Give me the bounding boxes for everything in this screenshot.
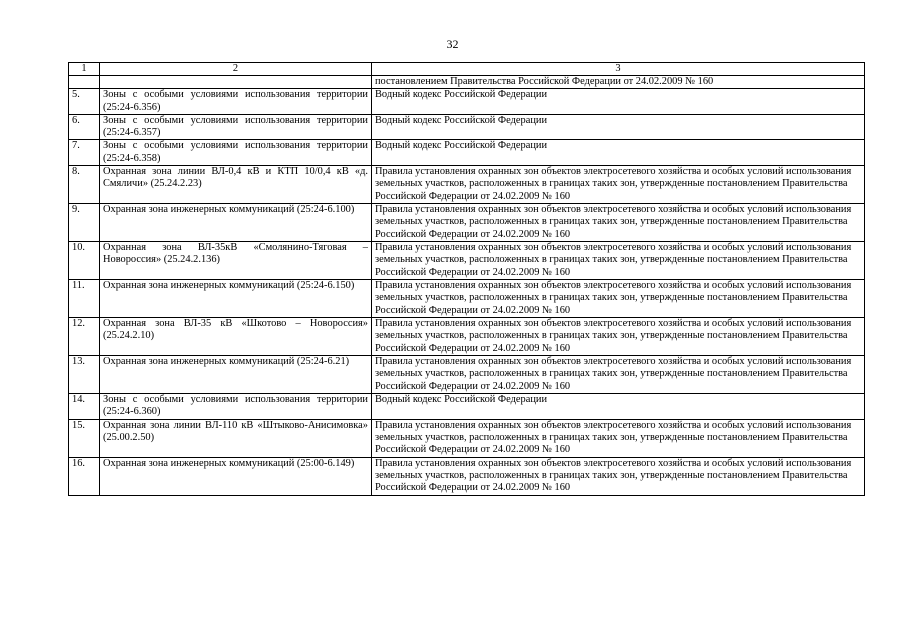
row-number: 16.: [69, 457, 100, 495]
column-header-number: 1: [69, 63, 100, 76]
table-row: [69, 419, 865, 457]
table-row: [69, 280, 865, 318]
zone-name: Зоны с особыми условиями использования территории (25:24-6.357): [100, 114, 372, 140]
table-row-continuation: [69, 76, 865, 89]
regulation-reference: Правила установления охранных зон объектов электросетевого хозяйства и особых условий использования земельных участков, расположенных в границах таких зон, утвержденные постановлением Правительства Российской Федерации от 24.02.2009 № 160: [372, 457, 865, 495]
page-number: 32: [446, 37, 459, 51]
table-row: [69, 242, 865, 280]
table-row: [69, 89, 865, 115]
zone-name: Охранная зона линии ВЛ-0,4 кВ и КТП 10/0,4 кВ «д. Смяличи» (25.24.2.23): [100, 166, 372, 204]
row-number: 5.: [69, 89, 100, 115]
zone-name: Охранная зона инженерных коммуникаций (25:24-6.100): [100, 204, 372, 242]
table-row: [69, 394, 865, 420]
column-header-document: 3: [372, 63, 865, 76]
row-number: [69, 76, 100, 89]
regulation-reference: Правила установления охранных зон объектов электросетевого хозяйства и особых условий использования земельных участков, расположенных в границах таких зон, утвержденные постановлением Правительства Российской Федерации от 24.02.2009 № 160: [372, 318, 865, 356]
zone-name: Зоны с особыми условиями использования территории (25:24-6.356): [100, 89, 372, 115]
row-number: 8.: [69, 166, 100, 204]
regulation-reference: Правила установления охранных зон объектов электросетевого хозяйства и особых условий использования земельных участков, расположенных в границах таких зон, утвержденные постановлением Правительства Российской Федерации от 24.02.2009 № 160: [372, 204, 865, 242]
zone-name: Охранная зона инженерных коммуникаций (25:24-6.150): [100, 280, 372, 318]
regulation-reference: Водный кодекс Российской Федерации: [372, 140, 865, 166]
row-number: 13.: [69, 356, 100, 394]
zones-table: [68, 62, 865, 496]
row-number: 6.: [69, 114, 100, 140]
zone-name: Зоны с особыми условиями использования территории (25:24-6.360): [100, 394, 372, 420]
zone-name: Охранная зона инженерных коммуникаций (25:00-6.149): [100, 457, 372, 495]
regulation-reference: Правила установления охранных зон объектов электросетевого хозяйства и особых условий использования земельных участков, расположенных в границах таких зон, утвержденные постановлением Правительства Российской Федерации от 24.02.2009 № 160: [372, 419, 865, 457]
table-row: [69, 457, 865, 495]
column-header-zone: 2: [100, 63, 372, 76]
zone-name: Охранная зона линии ВЛ-110 кВ «Штыково-Анисимовка» (25.00.2.50): [100, 419, 372, 457]
row-number: 9.: [69, 204, 100, 242]
regulation-reference: Правила установления охранных зон объектов электросетевого хозяйства и особых условий использования земельных участков, расположенных в границах таких зон, утвержденные постановлением Правительства Российской Федерации от 24.02.2009 № 160: [372, 280, 865, 318]
row-number: 7.: [69, 140, 100, 166]
table-row: [69, 114, 865, 140]
regulation-reference: Правила установления охранных зон объектов электросетевого хозяйства и особых условий использования земельных участков, расположенных в границах таких зон, утвержденные постановлением Правительства Российской Федерации от 24.02.2009 № 160: [372, 166, 865, 204]
regulation-reference: Водный кодекс Российской Федерации: [372, 89, 865, 115]
regulation-reference: Водный кодекс Российской Федерации: [372, 394, 865, 420]
regulation-reference: Правила установления охранных зон объектов электросетевого хозяйства и особых условий использования земельных участков, расположенных в границах таких зон, утвержденные постановлением Правительства Российской Федерации от 24.02.2009 № 160: [372, 356, 865, 394]
zone-name: Охранная зона ВЛ-35кВ «Смолянино-Тяговая – Новороссия» (25.24.2.136): [100, 242, 372, 280]
row-number: 15.: [69, 419, 100, 457]
row-number: 11.: [69, 280, 100, 318]
table-row: [69, 204, 865, 242]
zone-name: Охранная зона ВЛ-35 кВ «Шкотово – Новороссия» (25.24.2.10): [100, 318, 372, 356]
regulation-reference: Правила установления охранных зон объектов электросетевого хозяйства и особых условий использования земельных участков, расположенных в границах таких зон, утвержденные постановлением Правительства Российской Федерации от 24.02.2009 № 160: [372, 242, 865, 280]
zone-name: [100, 76, 372, 89]
table-row: [69, 356, 865, 394]
zone-name: Охранная зона инженерных коммуникаций (25:24-6.21): [100, 356, 372, 394]
regulation-reference: Водный кодекс Российской Федерации: [372, 114, 865, 140]
row-number: 14.: [69, 394, 100, 420]
table-header-row: [69, 63, 865, 76]
zone-name: Зоны с особыми условиями использования территории (25:24-6.358): [100, 140, 372, 166]
row-number: 10.: [69, 242, 100, 280]
row-number: 12.: [69, 318, 100, 356]
regulation-reference: постановлением Правительства Российской Федерации от 24.02.2009 № 160: [372, 76, 865, 89]
table-row: [69, 166, 865, 204]
table-row: [69, 140, 865, 166]
table-row: [69, 318, 865, 356]
